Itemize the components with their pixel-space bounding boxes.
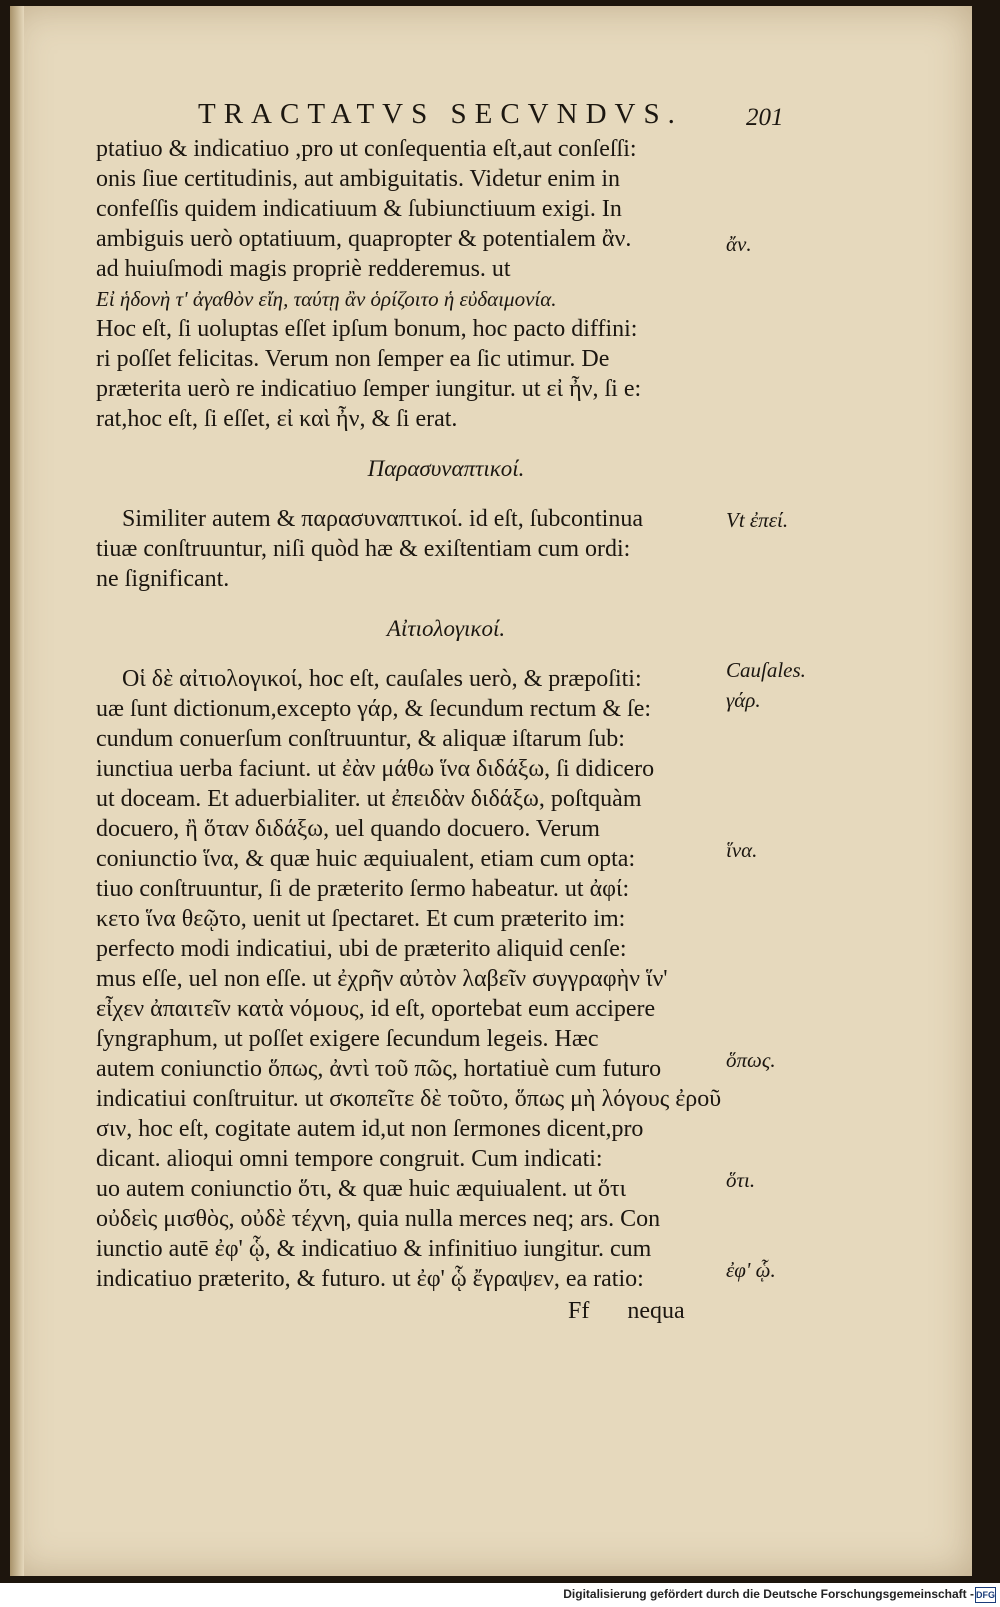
margin-note: ὅπως. <box>726 1048 776 1072</box>
text-line: Hoc eſt, ſi uoluptas eſſet ipſum bonum, hoc pacto diffini: <box>96 316 638 342</box>
text-line: ne ſignificant. <box>96 566 230 592</box>
margin-note: γάρ. <box>726 688 761 712</box>
text-line: cundum conuerſum conſtruuntur, & aliquæ iſtarum ſub: <box>96 726 625 752</box>
margin-note: ἵνα. <box>726 838 758 862</box>
text-line: perfecto modi indicatiui, ubi de præterito aliquid cenſe: <box>96 936 627 962</box>
running-header: TRACTATVS SECVNDVS. <box>198 98 683 130</box>
text-line: ptatiuo & indicatiuo ,pro ut conſequentia eſt,aut conſeſſi: <box>96 136 637 162</box>
text-line: ut doceam. Et aduerbialiter. ut ἐπειδὰν διδάξω, poſtquàm <box>96 786 642 812</box>
text-line: Similiter autem & παρασυναπτικοί. id eſt, ſubcontinua <box>122 506 644 532</box>
greek-example-line: Εἰ ἡδονὴ τ' ἀγαθὸν εἴη, ταύτῃ ἂν ὁρίζοιτο ἡ εὐδαιμονία. <box>96 287 557 311</box>
margin-note: ὅτι. <box>726 1168 756 1192</box>
text-line: οὐδεὶς μισθὸς, οὐδὲ τέχνη, quia nulla merces neq; ars. Con <box>96 1206 661 1232</box>
text-line: præterita uerò re indicatiuo ſemper iungitur. ut εἰ ἦν, ſi e: <box>96 376 642 402</box>
section-heading: Παρασυναπτικοί. <box>367 456 525 481</box>
text-line: indicatiui conſtruitur. ut σκοπεῖτε δὲ τοῦτο, ὅπως μὴ λόγους ἐροῦ <box>96 1086 722 1112</box>
text-line: ſyngraphum, ut poſſet exigere ſecundum legeis. Hæc <box>96 1026 599 1052</box>
footer-bar <box>0 1583 1000 1607</box>
signature-mark: Ff <box>568 1298 590 1324</box>
text-line: tiuæ conſtruuntur, niſi quòd hæ & exiſtentiam cum ordi: <box>96 536 631 562</box>
margin-note: ἐφ' ᾧ. <box>726 1258 776 1282</box>
text-line: tiuo conſtruuntur, ſi de præterito ſermo habeatur. ut ἀφί: <box>96 876 630 902</box>
text-line: mus eſſe, uel non eſſe. ut ἐχρῆν αὐτὸν λαβεῖν συγγραφὴν ἵν' <box>96 966 668 992</box>
text-line: uæ ſunt dictionum,excepto γάρ, & ſecundum rectum & ſe: <box>96 696 652 722</box>
book-page <box>10 6 972 1576</box>
dfg-logo-icon: DFG <box>975 1587 996 1603</box>
text-line: onis ſiue certitudinis, aut ambiguitatis. Videtur enim in <box>96 166 621 192</box>
spacer <box>96 434 796 454</box>
text-line: Οἱ δὲ αἰτιολογικοί, hoc eſt, cauſales uerò, & præpoſiti: <box>122 666 642 692</box>
text-line: coniunctio ἵνα, & quæ huic æquiualent, etiam cum opta: <box>96 846 636 872</box>
text-line: uo autem coniunctio ὅτι, & quæ huic æquiualent. ut ὅτι <box>96 1176 627 1202</box>
text-line: iunctio autē ἐφ' ᾧ, & indicatiuo & infinitiuo iungitur. cum <box>96 1236 652 1262</box>
text-line: docuero, ἢ ὅταν διδάξω, uel quando docuero. Verum <box>96 816 600 842</box>
text-line: κετο ἵνα θεῷτο, uenit ut ſpectaret. Et cum præterito im: <box>96 906 626 932</box>
text-line: σιν, hoc eſt, cogitate autem id,ut non ſermones dicent,pro <box>96 1116 644 1142</box>
margin-note: ἄν. <box>726 232 752 256</box>
main-text <box>96 134 796 1294</box>
text-line: ri poſſet felicitas. Verum non ſemper ea ſic utimur. De <box>96 346 610 372</box>
text-line: indicatiuo præterito, & futuro. ut ἐφ' ᾧ ἔγραψεν, ea ratio: <box>96 1266 644 1292</box>
catchword: nequa <box>627 1298 685 1324</box>
margin-note: Cauſales. <box>726 658 806 682</box>
spacer <box>96 484 796 504</box>
text-line: εἶχεν ἀπαιτεῖν κατὰ νόμους, id eſt, oportebat eum accipere <box>96 996 656 1022</box>
spacer <box>96 644 796 664</box>
spacer <box>96 594 796 614</box>
text-line: autem coniunctio ὅπως, ἀντὶ τοῦ πῶς, hortatiuè cum futuro <box>96 1056 662 1082</box>
text-line: rat,hoc eſt, ſi eſſet, εἰ καὶ ἦν, & ſi erat. <box>96 406 458 432</box>
page-edge <box>10 6 24 1576</box>
text-line: iunctiua uerba faciunt. ut ἐὰν μάθω ἵνα διδάξω, ſi didicero <box>96 756 655 782</box>
catchword-line <box>568 1298 723 1325</box>
funding-credit: Digitalisierung gefördert durch die Deutsche Forschungsgemeinschaft - <box>563 1587 974 1601</box>
text-line: ad huiuſmodi magis propriè redderemus. ut <box>96 256 511 282</box>
page-number: 201 <box>746 104 784 131</box>
section-heading: Αἰτιολογικοί. <box>386 616 506 641</box>
text-line: confeſſis quidem indicatiuum & ſubiunctiuum exigi. In <box>96 196 622 222</box>
text-line: dicant. alioqui omni tempore congruit. Cum indicati: <box>96 1146 603 1172</box>
text-line: ambiguis uerò optatiuum, quapropter & potentialem ἂν. <box>96 226 632 252</box>
margin-note: Vt ἐπεί. <box>726 508 789 532</box>
